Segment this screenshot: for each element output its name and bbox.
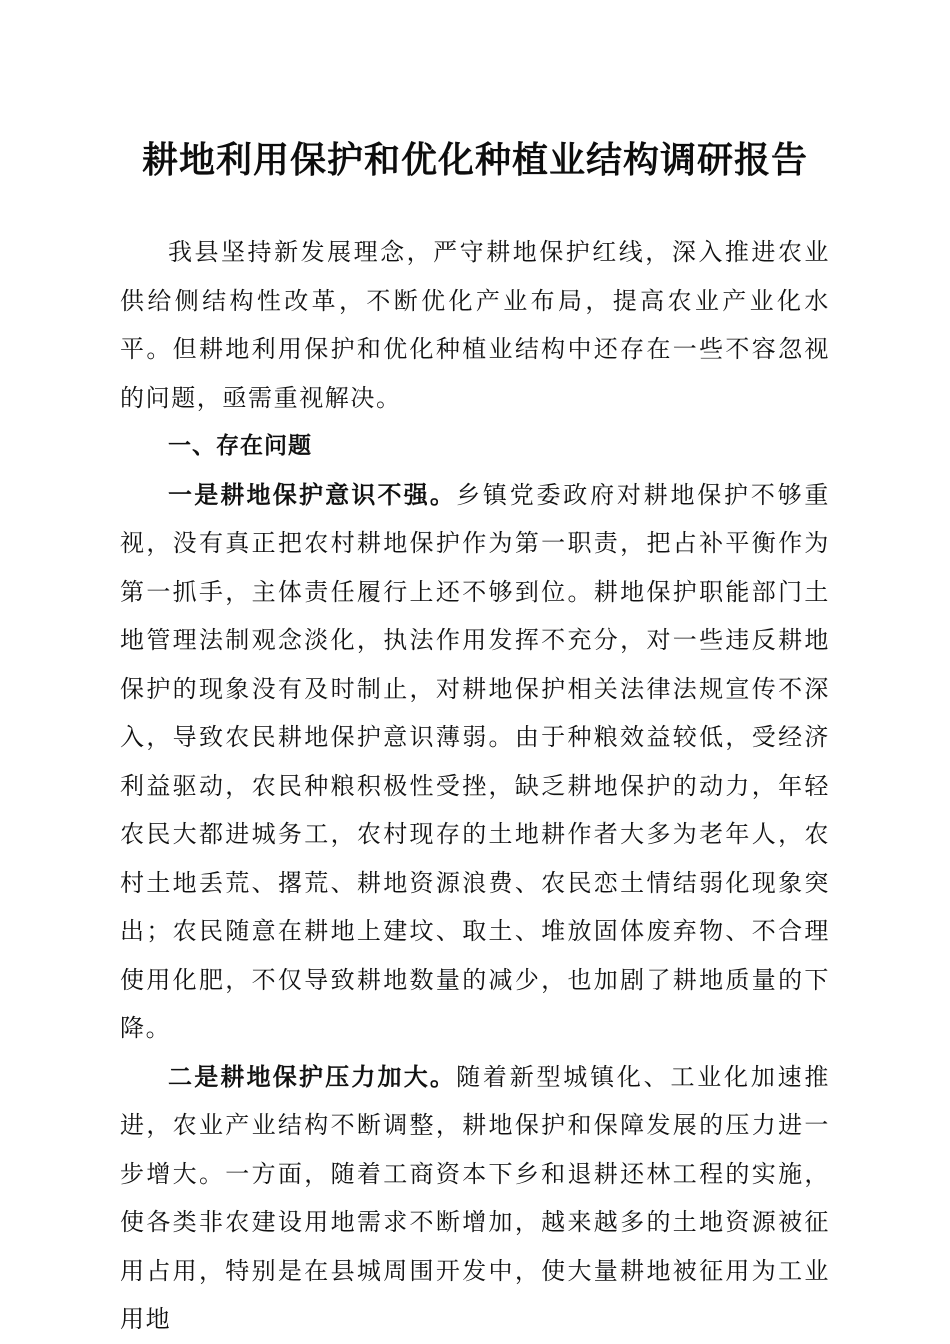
point-1-lead: 一是耕地保护意识不强。 [168, 480, 457, 509]
intro-paragraph: 我县坚持新发展理念，严守耕地保护红线，深入推进农业供给侧结构性改革，不断优化产业布局，提高农业产业化水平。但耕地利用保护和优化种植业结构中还存在一些不容忽视的问题，亟需重视解决。 [120, 238, 830, 412]
document-title: 耕地利用保护和优化种植业结构调研报告 [141, 139, 808, 181]
point-1-paragraph [120, 471, 830, 1053]
section-heading-problems: 一、存在问题 [168, 433, 312, 459]
document-body [120, 228, 830, 1344]
point-2-text: 随着新型城镇化、工业化加速推进，农业产业结构不断调整，耕地保护和保障发展的压力进一步增大。一方面，随着工商资本下乡和退耕还林工程的实施，使各类非农建设用地需求不断增加，越来越多的土地资源被征用占用，特别是在县城周围开发中，使大量耕地被征用为工业用地 [120, 1062, 830, 1333]
point-2-lead: 二是耕地保护压力加大。 [168, 1062, 457, 1091]
point-2-paragraph [120, 1053, 830, 1344]
point-1-text: 乡镇党委政府对耕地保护不够重视，没有真正把农村耕地保护作为第一职责，把占补平衡作为第一抓手，主体责任履行上还不够到位。耕地保护职能部门土地管理法制观念淡化，执法作用发挥不充分，对一些违反耕地保护的现象没有及时制止，对耕地保护相关法律法规宣传不深入，导致农民耕地保护意识薄弱。由于种粮效益较低，受经济利益驱动，农民种粮积极性受挫，缺乏耕地保护的动力，年轻农民大都进城务工，农村现存的土地耕作者大多为老年人，农村土地丢荒、撂荒、耕地资源浪费、农民恋土情结弱化现象突出；农民随意在耕地上建坟、取土、堆放固体废弃物、不合理使用化肥，不仅导致耕地数量的减少，也加剧了耕地质量的下降。 [120, 480, 830, 1042]
